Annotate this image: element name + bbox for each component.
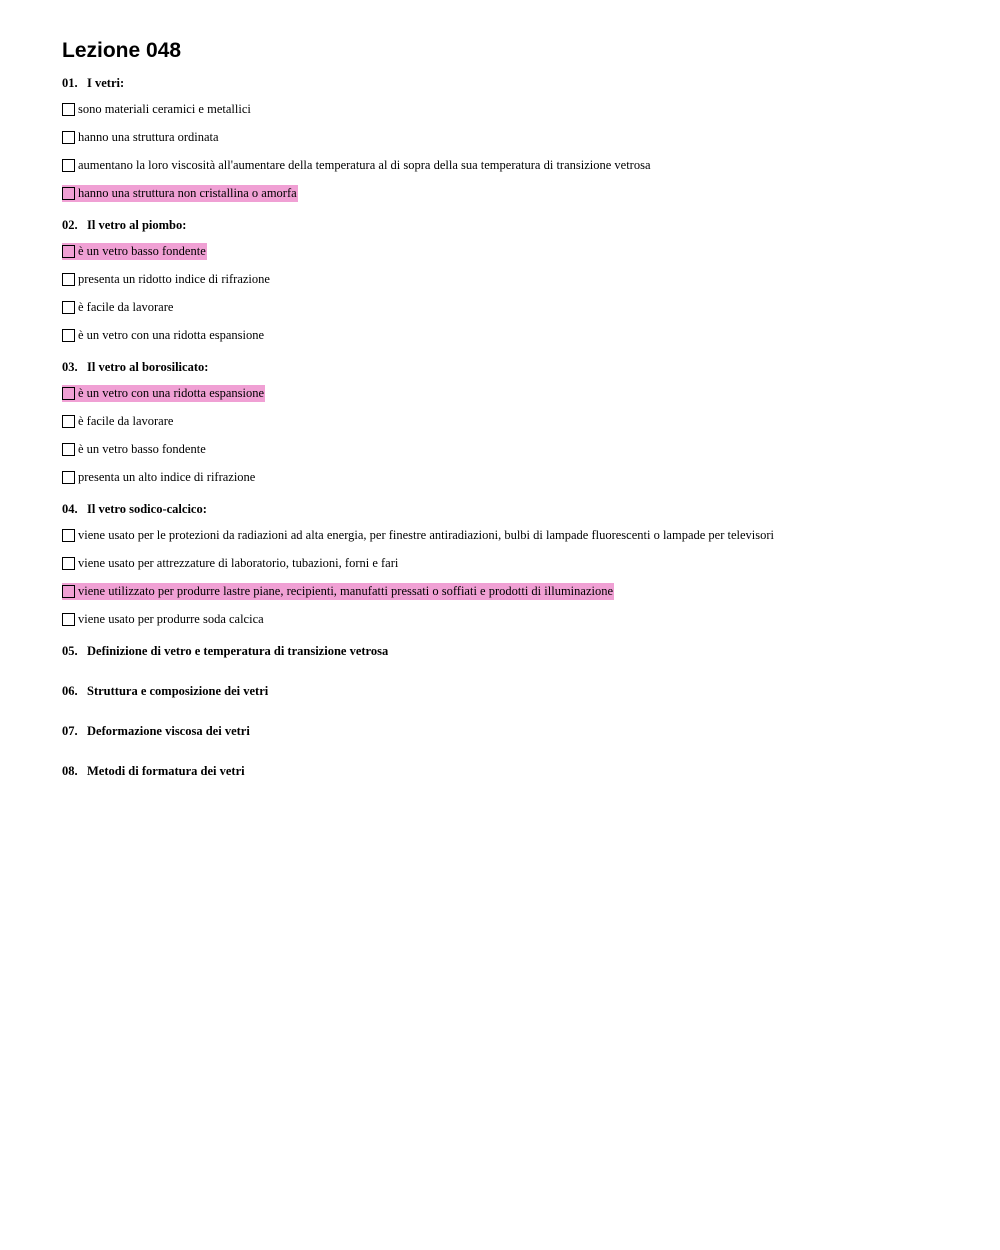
- answer-text: aumentano la loro viscosità all'aumentare della temperatura al di sopra della sua temperatura di transizione vetrosa: [78, 157, 651, 172]
- correct-answer-highlight: [62, 385, 265, 402]
- answer-text: è facile da lavorare: [78, 299, 174, 314]
- answer-text: viene utilizzato per produrre lastre piane, recipienti, manufatti pressati o soffiati e prodotti di illuminazione: [78, 583, 614, 598]
- answer-option[interactable]: [62, 554, 962, 572]
- answer-checkbox[interactable]: [62, 415, 75, 428]
- answer-option[interactable]: [62, 468, 962, 486]
- topic-heading: [62, 722, 962, 740]
- answer-checkbox[interactable]: [62, 329, 75, 342]
- question-list: [62, 74, 962, 628]
- question-number: 02.: [62, 218, 78, 232]
- answer-text: hanno una struttura non cristallina o amorfa: [78, 185, 297, 200]
- answer-option-content: [62, 271, 271, 288]
- answer-text: è un vetro con una ridotta espansione: [78, 327, 265, 342]
- answer-option[interactable]: [62, 270, 962, 288]
- answer-checkbox[interactable]: [62, 387, 75, 400]
- question-1: [62, 74, 962, 202]
- answer-checkbox[interactable]: [62, 273, 75, 286]
- answer-checkbox[interactable]: [62, 529, 75, 542]
- question-number: 01.: [62, 76, 78, 90]
- answer-option-content: [62, 555, 399, 572]
- answer-option[interactable]: [62, 412, 962, 430]
- answer-option[interactable]: [62, 440, 962, 458]
- answer-checkbox[interactable]: [62, 585, 75, 598]
- answer-checkbox[interactable]: [62, 131, 75, 144]
- answer-option[interactable]: [62, 100, 962, 118]
- topic-list: [62, 642, 962, 780]
- answer-checkbox[interactable]: [62, 557, 75, 570]
- answer-checkbox[interactable]: [62, 187, 75, 200]
- answer-checkbox[interactable]: [62, 471, 75, 484]
- answer-text: è un vetro con una ridotta espansione: [78, 385, 265, 400]
- answer-option-content: [62, 527, 775, 544]
- topic-text: Metodi di formatura dei vetri: [87, 764, 245, 778]
- question-heading: [62, 500, 962, 518]
- answer-checkbox[interactable]: [62, 613, 75, 626]
- answer-option[interactable]: [62, 156, 962, 174]
- question-heading: [62, 358, 962, 376]
- topic-heading: [62, 762, 962, 780]
- answer-option[interactable]: [62, 526, 962, 544]
- answer-checkbox[interactable]: [62, 245, 75, 258]
- answer-option-content: [62, 611, 265, 628]
- topic-text: Struttura e composizione dei vetri: [87, 684, 269, 698]
- answer-text: è un vetro basso fondente: [78, 441, 206, 456]
- question-4: [62, 500, 962, 628]
- question-number: 03.: [62, 360, 78, 374]
- question-text: Il vetro al piombo:: [87, 218, 187, 232]
- answer-checkbox[interactable]: [62, 103, 75, 116]
- answer-text: presenta un alto indice di rifrazione: [78, 469, 256, 484]
- answer-text: hanno una struttura ordinata: [78, 129, 219, 144]
- question-heading: [62, 216, 962, 234]
- answer-text: sono materiali ceramici e metallici: [78, 101, 251, 116]
- answer-option-content: [62, 413, 174, 430]
- answer-option[interactable]: [62, 184, 962, 202]
- answer-option-content: [62, 327, 265, 344]
- answer-option-content: [62, 157, 652, 174]
- correct-answer-highlight: [62, 185, 298, 202]
- answer-checkbox[interactable]: [62, 443, 75, 456]
- page-title: Lezione 048: [62, 39, 182, 62]
- topic-heading: [62, 682, 962, 700]
- question-2: [62, 216, 962, 344]
- correct-answer-highlight: [62, 583, 614, 600]
- answer-option-content: [62, 299, 174, 316]
- answer-option[interactable]: [62, 582, 962, 600]
- answer-text: viene usato per le protezioni da radiazioni ad alta energia, per finestre antiradiazioni, bulbi di lampade fluorescenti o lampade per televisori: [78, 527, 775, 542]
- question-text: I vetri:: [87, 76, 125, 90]
- topic-text: Deformazione viscosa dei vetri: [87, 724, 250, 738]
- topic-number: 08.: [62, 764, 78, 778]
- question-text: Il vetro sodico-calcico:: [87, 502, 207, 516]
- answer-text: è un vetro basso fondente: [78, 243, 206, 258]
- answer-option[interactable]: [62, 298, 962, 316]
- document-page: [62, 38, 962, 802]
- topic-text: Definizione di vetro e temperatura di transizione vetrosa: [87, 644, 389, 658]
- topic-number: 05.: [62, 644, 78, 658]
- answer-option[interactable]: [62, 128, 962, 146]
- answer-text: presenta un ridotto indice di rifrazione: [78, 271, 270, 286]
- answer-option-content: [62, 129, 220, 146]
- answer-checkbox[interactable]: [62, 301, 75, 314]
- answer-option[interactable]: [62, 326, 962, 344]
- correct-answer-highlight: [62, 243, 207, 260]
- answer-text: viene usato per produrre soda calcica: [78, 611, 264, 626]
- question-3: [62, 358, 962, 486]
- answer-text: è facile da lavorare: [78, 413, 174, 428]
- question-number: 04.: [62, 502, 78, 516]
- topic-number: 07.: [62, 724, 78, 738]
- answer-option-content: [62, 469, 256, 486]
- question-heading: [62, 74, 962, 92]
- answer-option[interactable]: [62, 242, 962, 260]
- answer-option[interactable]: [62, 384, 962, 402]
- answer-option-content: [62, 441, 207, 458]
- answer-checkbox[interactable]: [62, 159, 75, 172]
- answer-text: viene usato per attrezzature di laboratorio, tubazioni, forni e fari: [78, 555, 399, 570]
- topic-number: 06.: [62, 684, 78, 698]
- question-text: Il vetro al borosilicato:: [87, 360, 209, 374]
- answer-option-content: [62, 101, 252, 118]
- answer-option[interactable]: [62, 610, 962, 628]
- topic-heading: [62, 642, 962, 660]
